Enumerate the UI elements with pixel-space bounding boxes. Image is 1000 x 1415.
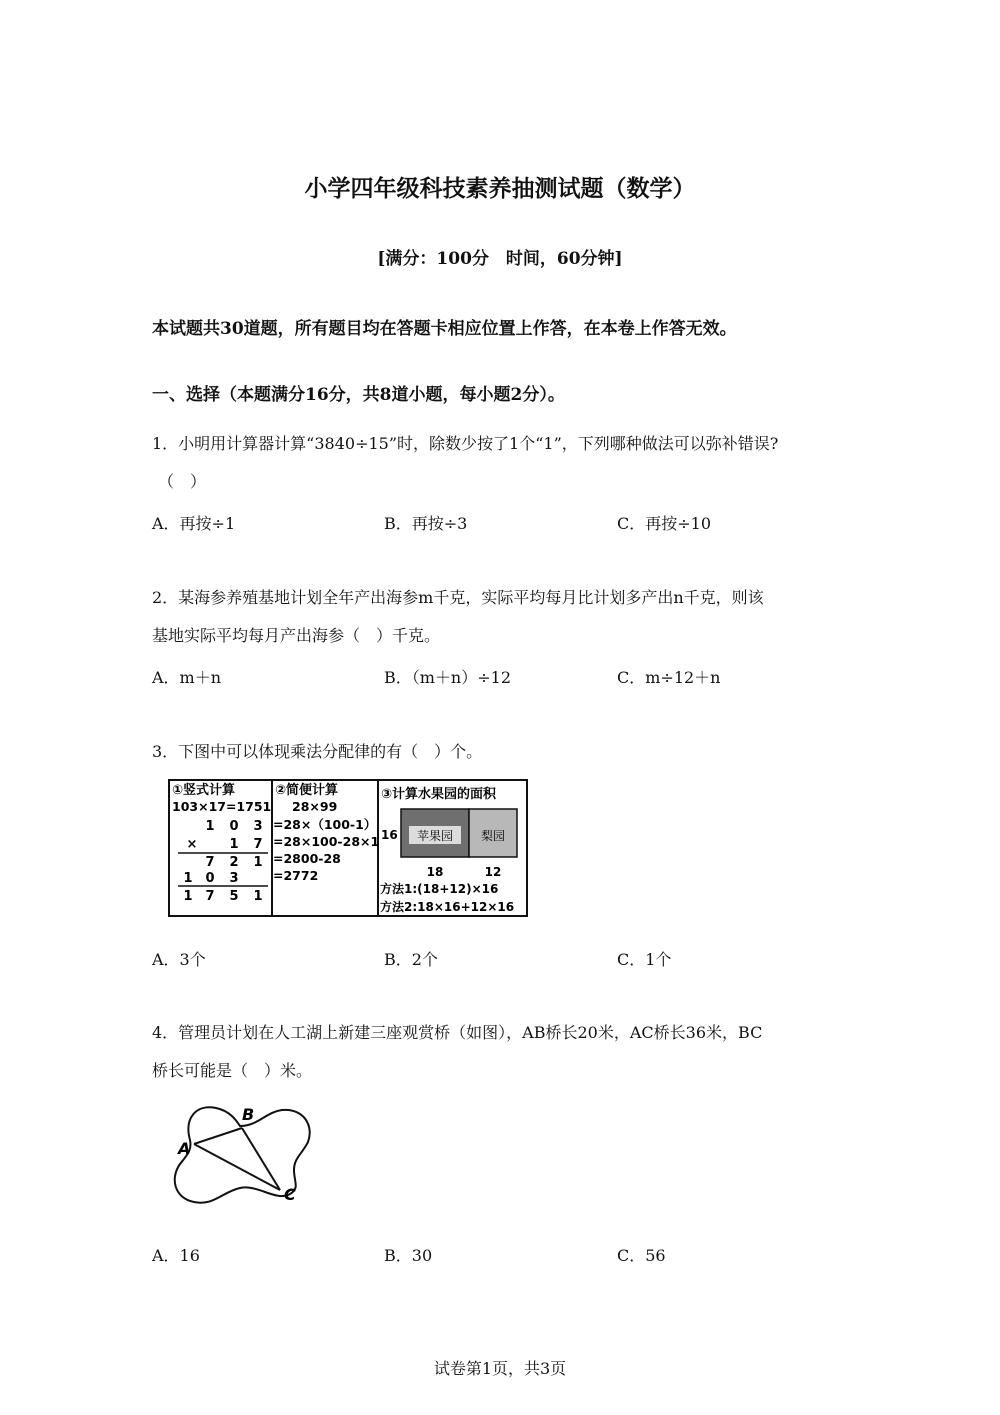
fig-method-1: 方法1:(18+12)×16 (380, 882, 499, 896)
q1-option-c: C．再按÷10 (617, 514, 712, 533)
fig-digit: 3 (253, 819, 263, 834)
fig-digit: 1 (253, 889, 263, 904)
question-3-line1: 3．下图中可以体现乘法分配律的有（ ）个。 (152, 742, 483, 761)
exam-notice: 本试题共30道题，所有题目均在答题卡相应位置上作答，在本卷上作答无效。 (152, 319, 737, 339)
question-1-line1: 1．小明用计算器计算“3840÷15”时，除数少按了1个“1”，下列哪种做法可以弥补错误? (152, 434, 779, 453)
fig-width-2: 12 (484, 865, 502, 879)
question-4 (152, 1014, 852, 1090)
q3-option-b: B．2个 (384, 950, 438, 969)
fig-width-1: 18 (426, 865, 444, 879)
lake-bridge-figure (168, 1098, 316, 1208)
fig-method-2: 方法2:18×16+12×16 (380, 900, 515, 914)
fig-col3-title: ③计算水果园的面积 (381, 787, 497, 802)
fig-col2-line: 28×99 (292, 799, 338, 814)
question-4-line2: 桥长可能是（ ）米。 (152, 1061, 313, 1080)
fig-col2-line: =2772 (273, 868, 319, 883)
fig-col1-title: ①竖式计算 (172, 783, 236, 798)
point-a-label: A (178, 1139, 191, 1158)
question-3-figure (168, 778, 530, 920)
fig-col2-title: ②简便计算 (275, 783, 339, 798)
q1-option-b: B．再按÷3 (384, 514, 468, 533)
fig-digit: 5 (229, 889, 239, 904)
bridge-ac (194, 1144, 280, 1190)
q2-option-a: A．m＋n (152, 668, 222, 687)
fig-digit: 1 (183, 889, 193, 904)
fig-digit: 1 (183, 871, 193, 886)
bridge-ab (194, 1128, 242, 1144)
fig-digit: 7 (205, 889, 215, 904)
q4-option-a: A．16 (152, 1246, 200, 1265)
fig-col2-line: =28×100-28×1 (273, 834, 380, 849)
section-heading: 一、选择（本题满分16分，共8道小题，每小题2分）。 (152, 385, 565, 405)
fig-col1-equation: 103×17=1751 (172, 799, 272, 814)
question-2 (152, 579, 852, 655)
point-c-label: C (284, 1185, 296, 1204)
fig-digit: × (186, 837, 198, 852)
q2-option-c: C．m÷12＋n (617, 668, 721, 687)
question-3 (152, 733, 852, 771)
question-2-line2: 基地实际平均每月产出海参（ ）千克。 (152, 626, 441, 645)
q4-option-b: B．30 (384, 1246, 433, 1265)
fig-digit: 7 (253, 837, 263, 852)
question-1-line2: （ ） (158, 472, 207, 491)
q2-option-b: B．（m＋n）÷12 (384, 668, 512, 687)
q4-option-c: C．56 (617, 1246, 666, 1265)
fig-digit: 3 (229, 871, 239, 886)
fig-digit: 1 (205, 819, 215, 834)
fig-col2-line: =2800-28 (273, 851, 341, 866)
q1-option-a: A．再按÷1 (152, 514, 236, 533)
fig-apple-label: 苹果园 (416, 829, 454, 843)
fig-col2-line: =28×（100-1） (273, 817, 377, 832)
page-title: 小学四年级科技素养抽测试题（数学） (304, 176, 696, 202)
fig-digit: 0 (229, 819, 239, 834)
score-time-info: [满分：100分 时间，60分钟] (377, 249, 623, 269)
question-2-line1: 2．某海参养殖基地计划全年产出海参m千克，实际平均每月比计划多产出n千克，则该 (152, 588, 764, 607)
page-footer: 试卷第1页，共3页 (433, 1359, 567, 1378)
question-1 (152, 425, 852, 501)
point-b-label: B (242, 1105, 255, 1124)
fig-digit: 0 (205, 871, 215, 886)
fig-digit: 1 (229, 837, 239, 852)
q3-option-c: C．1个 (617, 950, 672, 969)
fig-digit: 2 (229, 855, 239, 870)
fig-digit: 1 (253, 855, 263, 870)
question-4-line1: 4．管理员计划在人工湖上新建三座观赏桥（如图），AB桥长20米，AC桥长36米，BC (152, 1023, 763, 1042)
fig-col3-side: 16 (381, 828, 398, 842)
fig-digit: 7 (205, 855, 215, 870)
fig-pear-label: 梨园 (480, 829, 506, 843)
q3-option-a: A．3个 (152, 950, 206, 969)
